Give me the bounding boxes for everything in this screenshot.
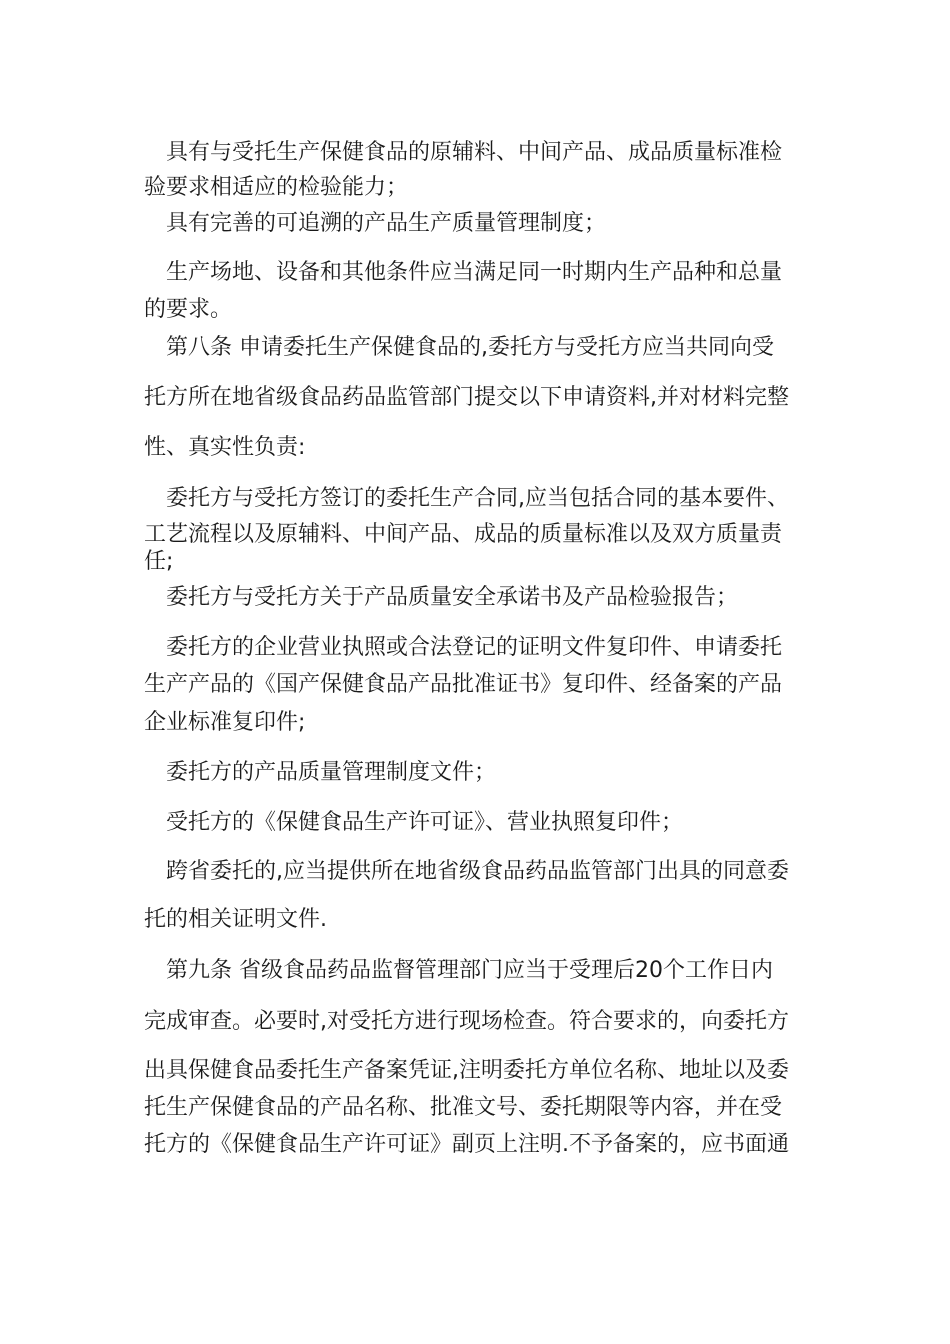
text-line: 委托方与受托方关于产品质量安全承诺书及产品检验报告； (144, 585, 739, 610)
text-line: 跨省委托的,应当提供所在地省级食品药品监管部门出具的同意委 (144, 859, 789, 884)
text-line: 委托方的企业营业执照或合法登记的证明文件复印件、申请委托 (144, 635, 783, 660)
text-line: 第八条 申请委托生产保健食品的,委托方与受托方应当共同向受 (144, 335, 774, 360)
text-line: 托方的《保健食品生产许可证》副页上注明.不予备案的，应书面通 (144, 1132, 789, 1157)
text-line: 具有与受托生产保健食品的原辅料、中间产品、成品质量标准检 (144, 140, 783, 165)
text-line: 托方所在地省级食品药品监管部门提交以下申请资料,并对材料完整 (144, 385, 789, 410)
text-line: 性、真实性负责: (144, 435, 306, 460)
text-line: 托生产保健食品的产品名称、批准文号、委托期限等内容，并在受 (144, 1095, 783, 1120)
text-line: 托的相关证明文件. (144, 907, 327, 932)
text-line: 第九条 省级食品药品监督管理部门应当于受理后20个工作日内 (144, 958, 773, 983)
text-line: 企业标准复印件; (144, 710, 306, 735)
text-line: 出具保健食品委托生产备案凭证,注明委托方单位名称、地址以及委 (144, 1058, 789, 1083)
text-line: 完成审查。必要时,对受托方进行现场检查。符合要求的，向委托方 (144, 1009, 789, 1034)
text-line: 工艺流程以及原辅料、中间产品、成品的质量标准以及双方质量责 (144, 522, 783, 547)
text-line: 验要求相适应的检验能力； (144, 175, 409, 200)
text-line: 任; (144, 549, 174, 574)
text-line: 委托方的产品质量管理制度文件； (144, 760, 497, 785)
text-line: 生产产品的《国产保健食品产品批准证书》复印件、经备案的产品 (144, 672, 783, 697)
text-line: 具有完善的可追溯的产品生产质量管理制度； (144, 211, 607, 236)
text-line: 生产场地、设备和其他条件应当满足同一时期内生产品种和总量 (144, 260, 783, 285)
text-line: 受托方的《保健食品生产许可证》、营业执照复印件； (144, 810, 684, 835)
text-line: 的要求。 (144, 297, 233, 322)
text-line: 委托方与受托方签订的委托生产合同,应当包括合同的基本要件、 (144, 486, 789, 511)
